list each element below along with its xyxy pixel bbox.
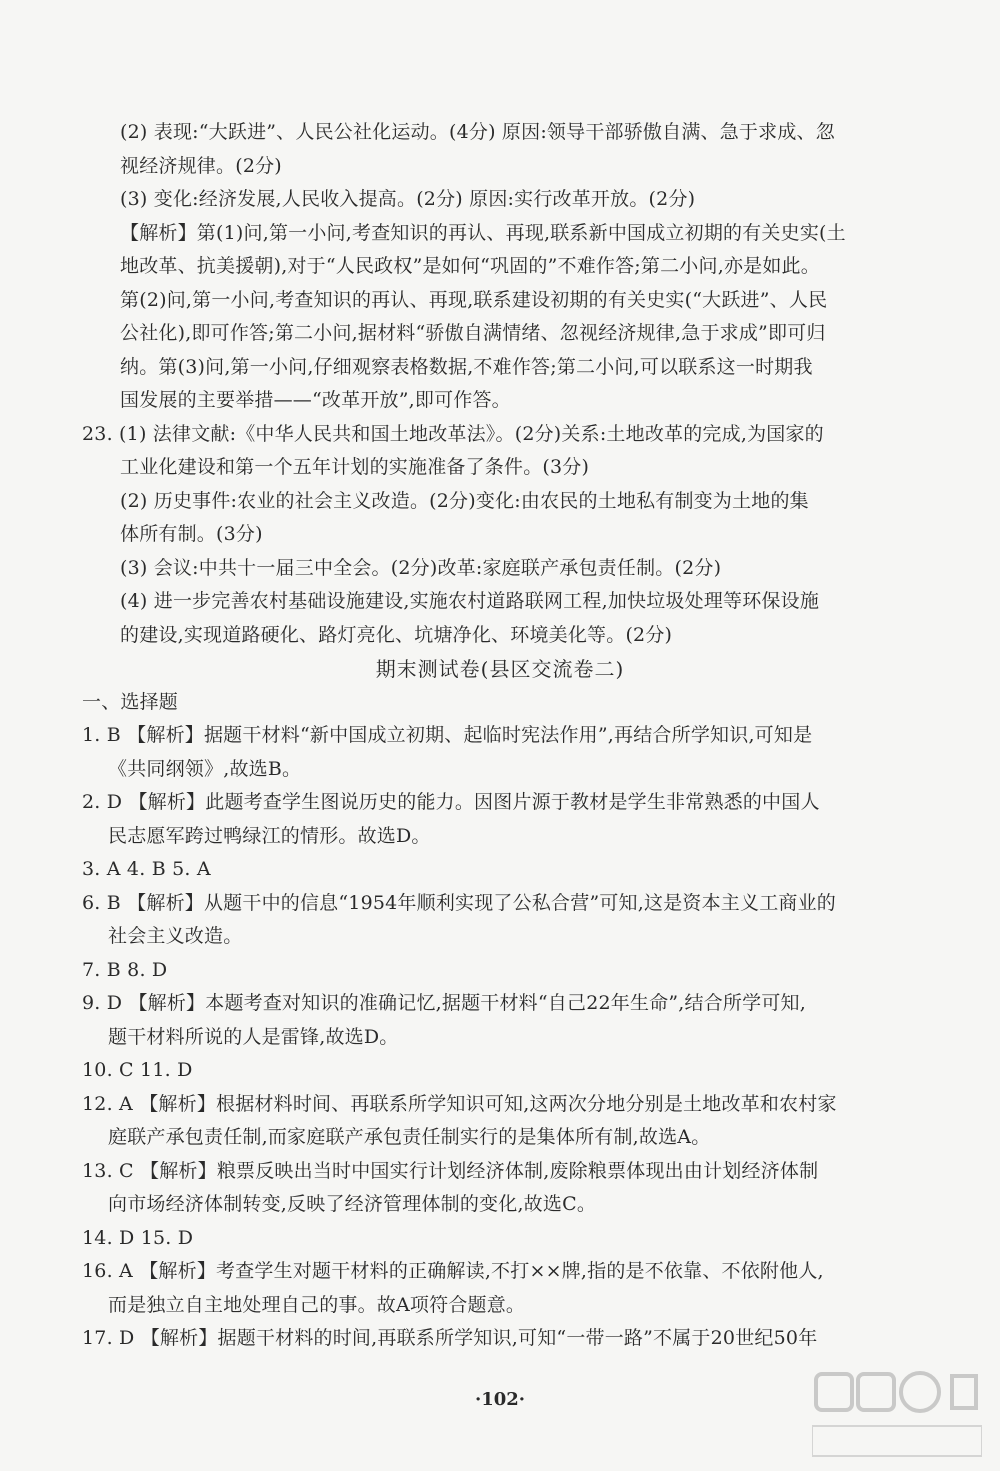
text-line: 而是独立自主地处理自己的事。故A项符合题意。: [108, 1294, 526, 1316]
page-number: ·102·: [474, 1389, 526, 1410]
text-line: 视经济规律。(2分): [120, 155, 282, 177]
answer-line: 2. D 【解析】此题考查学生图说历史的能力。因图片源于教材是学生非常熟悉的中国人: [82, 791, 820, 813]
answer-line: 16. A 【解析】考查学生对题干材料的正确解读,不打××牌,指的是不依靠、不依附他人,: [82, 1260, 824, 1282]
analysis-line: 公社化),即可作答;第二小问,据材料“骄傲自满情绪、忽视经济规律,急于求成”即可归: [120, 322, 826, 344]
text-line: 工业化建设和第一个五年计划的实施准备了条件。(3分): [120, 456, 590, 478]
analysis-line: 地改革、抗美援朝),对于“人民政权”是如何“巩固的”不难作答;第二小问,亦是如此。: [120, 255, 820, 277]
text-line: 题干材料所说的人是雷锋,故选D。: [108, 1026, 399, 1048]
text-line: (3) 变化:经济发展,人民收入提高。(2分) 原因:实行改革开放。(2分): [120, 188, 696, 210]
analysis-line: 国发展的主要举措——“改革开放”,即可作答。: [120, 389, 511, 411]
answer-line: 13. C 【解析】粮票反映出当时中国实行计划经济体制,废除粮票体现出由计划经济体制: [82, 1160, 819, 1182]
text-line: 体所有制。(3分): [120, 523, 263, 545]
text-line: (2) 历史事件:农业的社会主义改造。(2分)变化:由农民的土地私有制变为土地的集: [120, 490, 809, 512]
text-line: 的建设,实现道路硬化、路灯亮化、坑塘净化、环境美化等。(2分): [120, 624, 673, 646]
answer-line: 17. D 【解析】据题干材料的时间,再联系所学知识,可知“一带一路”不属于20世纪50年: [82, 1327, 818, 1349]
answer-line: 10. C 11. D: [82, 1059, 193, 1081]
answer-line: 9. D 【解析】本题考查对知识的准确记忆,据题干材料“自己22年生命”,结合所学可知,: [82, 992, 806, 1014]
text-line: (2) 表现:“大跃进”、人民公社化运动。(4分) 原因:领导干部骄傲自满、急于求成、忽: [120, 121, 835, 143]
section-heading: 期末测试卷(县区交流卷二): [375, 657, 625, 681]
answer-line: 3. A 4. B 5. A: [82, 858, 211, 880]
text-line: 民志愿军跨过鸭绿江的情形。故选D。: [108, 825, 431, 847]
text-line: (4) 进一步完善农村基础设施建设,实施农村道路联网工程,加快垃圾处理等环保设施: [120, 590, 820, 612]
analysis-line: 第(2)问,第一小问,考查知识的再认、再现,联系建设初期的有关史实(“大跃进”、人民: [120, 289, 828, 311]
watermark-logo-icon: [812, 1368, 982, 1463]
answer-line: 7. B 8. D: [82, 959, 168, 981]
text-line: 《共同纲领》,故选B。: [108, 758, 302, 780]
answer-line: 1. B 【解析】据题干材料“新中国成立初期、起临时宪法作用”,再结合所学知识,可知是: [82, 724, 813, 746]
text-line: 向市场经济体制转变,反映了经济管理体制的变化,故选C。: [108, 1193, 597, 1215]
answer-line: 12. A 【解析】根据材料时间、再联系所学知识可知,这两次分地分别是土地改革和农村家: [82, 1093, 837, 1115]
answer-line: 6. B 【解析】从题干中的信息“1954年顺利实现了公私合营”可知,这是资本主义工商业的: [82, 892, 836, 914]
text-line: 庭联产承包责任制,而家庭联产承包责任制实行的是集体所有制,故选A。: [108, 1126, 711, 1148]
analysis-line: 【解析】第(1)问,第一小问,考查知识的再认、再现,联系新中国成立初期的有关史实(土: [120, 222, 846, 244]
subsection-heading: 一、选择题: [82, 691, 179, 713]
text-line: (3) 会议:中共十一届三中全会。(2分)改革:家庭联产承包责任制。(2分): [120, 557, 722, 579]
analysis-line: 纳。第(3)问,第一小问,仔细观察表格数据,不难作答;第二小问,可以联系这一时期我: [120, 356, 813, 378]
text-line: 社会主义改造。: [108, 925, 243, 947]
question-23-line: 23. (1) 法律文献:《中华人民共和国土地改革法》。(2分)关系:土地改革的完成,为国家的: [82, 423, 824, 445]
answer-line: 14. D 15. D: [82, 1227, 194, 1249]
